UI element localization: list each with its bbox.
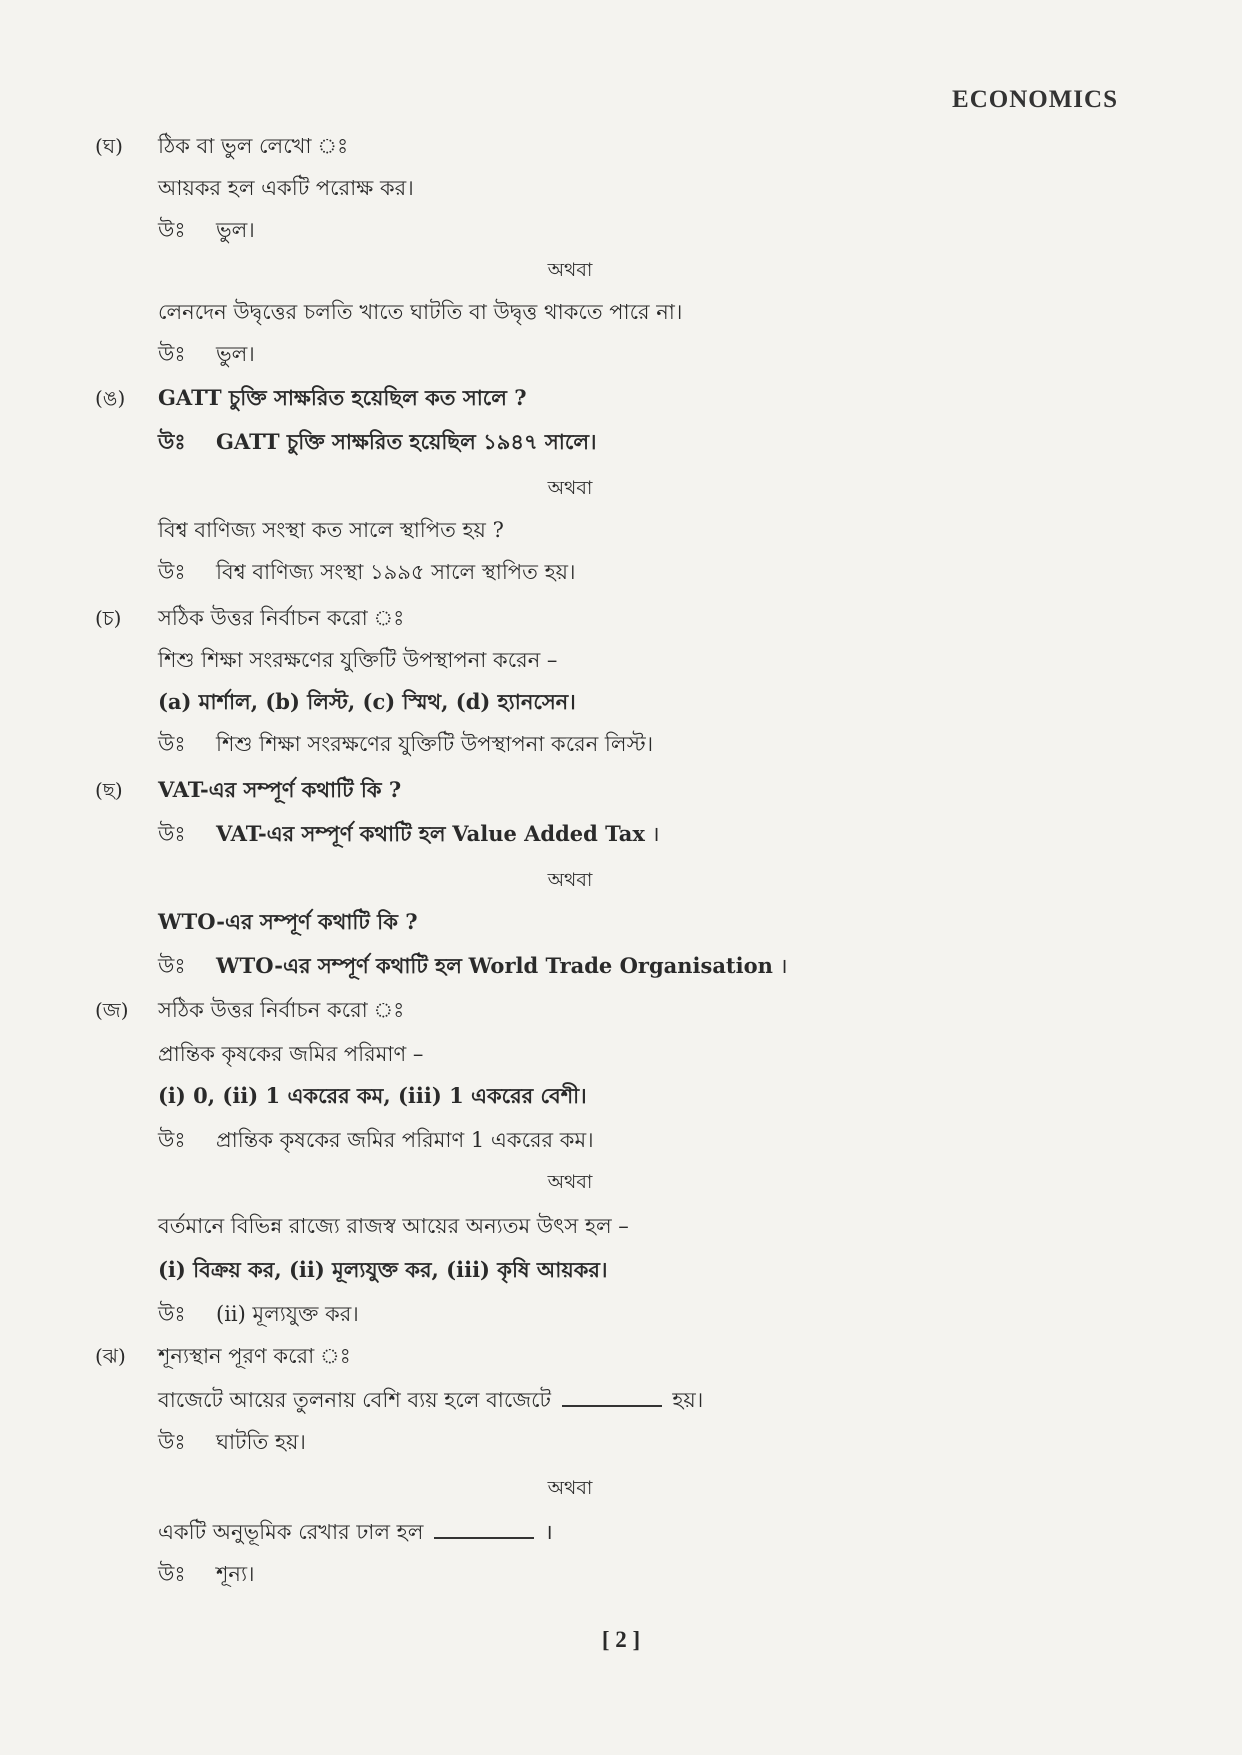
- question-text: আয়কর হল একটি পরোক্ষ কর।: [158, 176, 414, 200]
- answer-tag: উঃ: [158, 342, 186, 366]
- answer-line: [158, 340, 255, 368]
- answer-tag: উঃ: [158, 1302, 186, 1326]
- answer-text: শূন্য।: [216, 1562, 255, 1586]
- answer-text: প্রান্তিক কৃষকের জমির পরিমাণ 1 একরের কম।: [216, 1128, 594, 1152]
- answer-text: WTO-এর সম্পূর্ণ কথাটি হল: [216, 953, 462, 978]
- question-text: বর্তমানে বিভিন্ন রাজ্যে রাজস্ব আয়ের অন্যতম উৎস হল –: [158, 1214, 629, 1238]
- answer-text: GATT চুক্তি সাক্ষরিত হয়েছিল ১৯৪৭ সালে।: [216, 429, 597, 454]
- answer-tag: উঃ: [158, 429, 186, 454]
- answer-line: [158, 1560, 255, 1588]
- answer-tag: উঃ: [158, 1562, 186, 1586]
- question-text: শিশু শিক্ষা সংরক্ষণের যুক্তিটি উপস্থাপনা করেন –: [158, 648, 558, 672]
- question-label: (জ): [95, 998, 129, 1022]
- answer-tag: উঃ: [158, 954, 186, 978]
- or-separator: অথবা: [547, 477, 593, 499]
- question-instruction: সঠিক উত্তর নির্বাচন করো ঃ: [158, 606, 405, 630]
- answer-line: [158, 952, 788, 980]
- fill-blank-post: ।: [544, 1520, 553, 1544]
- answer-tag: উঃ: [158, 732, 186, 756]
- question-instruction: শূন্যস্থান পূরণ করো ঃ: [158, 1344, 351, 1368]
- answer-emphasis: World Trade Organisation: [468, 953, 773, 978]
- answer-tag: উঃ: [158, 1430, 186, 1454]
- answer-text: ভুল।: [216, 218, 255, 242]
- question-label: (চ): [95, 606, 122, 630]
- answer-text: ঘাটতি হয়।: [216, 1430, 306, 1454]
- question-text: VAT-এর সম্পূর্ণ কথাটি কি ?: [158, 777, 402, 802]
- question-text: [158, 1518, 553, 1546]
- or-separator: অথবা: [547, 869, 593, 891]
- question-label: (ঘ): [95, 134, 123, 158]
- fill-blank-pre: একটি অনুভূমিক রেখার ঢাল হল: [158, 1520, 424, 1544]
- question-text: লেনদেন উদ্বৃত্তের চলতি খাতে ঘাটতি বা উদ্বৃত্ত থাকতে পারে না।: [158, 300, 683, 324]
- answer-line: [158, 216, 255, 244]
- question-options: (i) বিক্রয় কর, (ii) মূল্যযুক্ত কর, (iii) কৃষি আয়কর।: [158, 1257, 608, 1282]
- question-label: (ছ): [95, 778, 123, 802]
- question-text: WTO-এর সম্পূর্ণ কথাটি কি ?: [158, 909, 418, 934]
- answer-line: [158, 1126, 594, 1154]
- answer-line: [158, 428, 597, 456]
- question-instruction: ঠিক বা ভুল লেখো ঃ: [158, 134, 349, 158]
- answer-line: [158, 558, 575, 586]
- question-options: (i) 0, (ii) 1 একরের কম, (iii) 1 একরের বেশী।: [158, 1083, 587, 1108]
- fill-blank-post: হয়।: [672, 1388, 704, 1412]
- answer-line: [158, 1300, 359, 1328]
- blank-line: [434, 1519, 534, 1539]
- answer-line: [158, 820, 660, 848]
- question-text: [158, 1386, 703, 1414]
- or-separator: অথবা: [547, 1171, 593, 1193]
- answer-end: ।: [779, 954, 788, 978]
- or-separator: অথবা: [547, 1477, 593, 1499]
- answer-tag: উঃ: [158, 218, 186, 242]
- answer-text: (ii) মূল্যযুক্ত কর।: [216, 1302, 359, 1326]
- or-separator: অথবা: [547, 259, 593, 281]
- question-text: প্রান্তিক কৃষকের জমির পরিমাণ –: [158, 1042, 424, 1066]
- question-text: GATT চুক্তি সাক্ষরিত হয়েছিল কত সালে ?: [158, 385, 527, 410]
- answer-tag: উঃ: [158, 822, 186, 846]
- subject-header: ECONOMICS: [952, 86, 1118, 113]
- answer-line: [158, 1428, 306, 1456]
- answer-text: শিশু শিক্ষা সংরক্ষণের যুক্তিটি উপস্থাপনা করেন লিস্ট।: [216, 732, 654, 756]
- question-text: বিশ্ব বাণিজ্য সংস্থা কত সালে স্থাপিত হয় ?: [158, 518, 504, 542]
- fill-blank-pre: বাজেটে আয়ের তুলনায় বেশি ব্যয় হলে বাজেটে: [158, 1388, 551, 1412]
- answer-text: ভুল।: [216, 342, 255, 366]
- answer-emphasis: Value Added Tax: [452, 821, 645, 846]
- question-instruction: সঠিক উত্তর নির্বাচন করো ঃ: [158, 998, 405, 1022]
- question-options: (a) মার্শাল, (b) লিস্ট, (c) স্মিথ, (d) হ্যানসেন।: [158, 689, 576, 714]
- question-label: (ঙ): [95, 386, 126, 410]
- answer-line: [158, 730, 653, 758]
- question-label: (ঝ): [95, 1344, 126, 1368]
- blank-line: [562, 1387, 662, 1407]
- page-number: [ 2 ]: [601, 1627, 641, 1652]
- answer-tag: উঃ: [158, 1128, 186, 1152]
- answer-tag: উঃ: [158, 560, 186, 584]
- answer-text: বিশ্ব বাণিজ্য সংস্থা ১৯৯৫ সালে স্থাপিত হয়।: [216, 560, 576, 584]
- answer-end: ।: [651, 822, 660, 846]
- answer-text: VAT-এর সম্পূর্ণ কথাটি হল: [216, 821, 446, 846]
